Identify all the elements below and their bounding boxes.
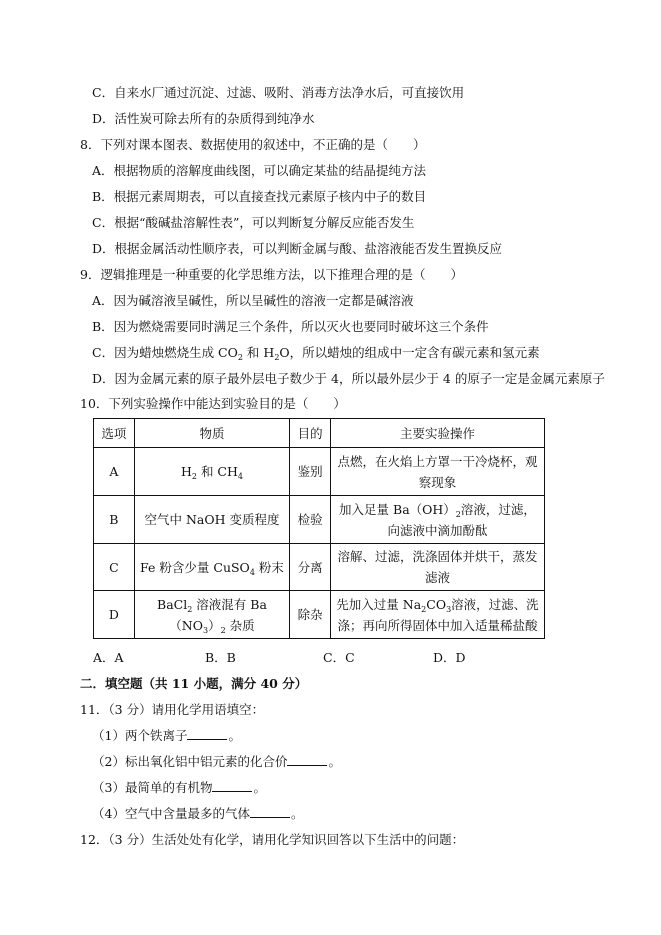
q11-stem: 11．（3 分）请用化学用语填空： [80,702,265,717]
row-option: C [94,544,135,591]
q10-stem: 10．下列实验操作中能达到实验目的是（ ） [80,396,346,411]
q7-option-d: D．活性炭可除去所有的杂质得到纯净水 [92,111,315,126]
row-purpose: 检验 [290,496,331,544]
row-option: A [94,448,135,496]
answer-blank[interactable] [287,754,327,766]
header-substance: 物质 [134,419,290,448]
q8-option-c: C．根据“酸碱盐溶解性表”，可以判断复分解反应能否发生 [92,215,415,230]
row-operation: 加入足量 $Ba(OH)_2$溶液，过滤，向滤液中滴加酚酞 [330,496,544,544]
row-option: B [94,496,135,544]
q11-item-4: （4）空气中含量最多的气体 。 [92,806,304,821]
answer-blank[interactable] [250,806,290,818]
q8-option-a: A．根据物质的溶解度曲线图，可以确定某盐的结晶提纯方法 [92,163,427,178]
q12-stem: 12．（3 分）生活处处有化学，请用化学知识回答以下生活中的问题： [80,832,465,847]
q11-item-2: （2）标出氧化铝中铝元素的化合价 。 [92,754,341,769]
q10-answer-a: A．A [93,650,124,665]
row-option: D [94,591,135,639]
table-row [94,496,545,544]
row-operation: 点燃，在火焰上方罩一干冷烧杯，观察现象 [330,448,544,496]
row-substance: Fe 粉含少量 CuSO$_4$ 粉末 [134,544,290,591]
row-substance: BaCl$_2$ 溶液混有 $Ba(NO_3)_2$ 杂质 [134,591,290,639]
row-substance: $H_2$ 和 $CH_4$ [134,448,290,496]
q10-answer-b: B．B [205,650,236,665]
experiment-table [93,418,545,639]
row-operation: 先加入过量 $Na_2CO_3$溶液，过滤、洗涤；再向所得固体中加入适量稀盐酸 [330,591,544,639]
q11-item-1: （1）两个铁离子 。 [92,728,241,743]
q9-option-d: D．因为金属元素的原子最外层电子数少于 4，所以最外层少于 4 的原子一定是金属元素原子 [92,371,605,386]
section-title: 二．填空题（共 11 小题，满分 40 分） [80,676,308,691]
q9-stem: 9．逻辑推理是一种重要的化学思维方法，以下推理合理的是（ ） [80,267,463,282]
answer-blank[interactable] [187,728,227,740]
q10-answer-d: D．D [433,650,466,665]
q7-option-c: C．自来水厂通过沉淀、过滤、吸附、消毒方法净水后，可直接饮用 [92,85,465,100]
header-operation: 主要实验操作 [330,419,544,448]
q11-item-3: （3）最简单的有机物 。 [92,780,266,795]
row-purpose: 鉴别 [290,448,331,496]
row-purpose: 分离 [290,544,331,591]
row-purpose: 除杂 [290,591,331,639]
header-purpose: 目的 [290,419,331,448]
table-row [94,448,545,496]
q9-option-b: B．因为燃烧需要同时满足三个条件，所以灭火也要同时破坏这三个条件 [92,319,489,334]
q10-answer-c: C．C [323,650,355,665]
q9-option-a: A．因为碱溶液呈碱性，所以呈碱性的溶液一定都是碱溶液 [92,293,414,308]
q9-option-c: C．因为蜡烛燃烧生成 $CO_2$ 和 $H_2O$，所以蜡烛的组成中一定含有碳元素和氢元素 [92,345,540,362]
header-option: 选项 [94,419,135,448]
answer-blank[interactable] [212,780,252,792]
row-substance: 空气中 NaOH 变质程度 [134,496,290,544]
q8-option-b: B．根据元素周期表，可以直接查找元素原子核内中子的数目 [92,189,427,204]
table-header-row [94,419,545,448]
table-row [94,544,545,591]
row-operation: 溶解、过滤，洗涤固体并烘干，蒸发滤液 [330,544,544,591]
q8-option-d: D．根据金属活动性顺序表，可以判断金属与酸、盐溶液能否发生置换反应 [92,241,503,256]
q10-answer-options [93,650,466,666]
table-row [94,591,545,639]
q8-stem: 8．下列对课本图表、数据使用的叙述中，不正确的是（ ） [80,137,426,152]
